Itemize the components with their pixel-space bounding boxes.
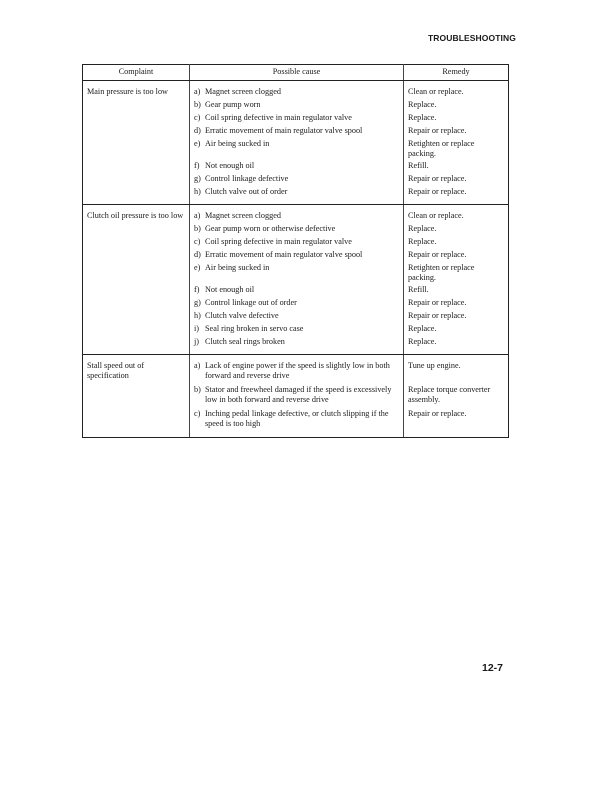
cause-cell [190, 81, 404, 101]
cause-letter: a) [194, 361, 201, 370]
remedy-text: Replace. [408, 337, 437, 346]
cause-text: Coil spring defective in main regulator valve [205, 113, 352, 122]
cause-letter: b) [194, 224, 201, 233]
column-header-complaint: Complaint [83, 65, 190, 81]
complaint-cell [83, 205, 190, 225]
remedy-text: Repair or replace. [408, 187, 467, 196]
cause-line [194, 250, 399, 263]
cause-line [194, 126, 399, 139]
table-row [83, 174, 509, 187]
cause-line [194, 361, 399, 385]
complaint-cell [83, 113, 190, 126]
table-body [83, 81, 509, 438]
complaint-cell [83, 263, 190, 285]
cause-text: Erratic movement of main regulator valve spool [205, 126, 363, 135]
remedy-cell [404, 250, 509, 263]
table-row [83, 298, 509, 311]
cause-letter: g) [194, 174, 201, 183]
cause-text: Air being sucked in [205, 139, 270, 148]
table-header-row [83, 65, 509, 81]
table-row [83, 113, 509, 126]
cause-line [194, 324, 399, 337]
cause-letter: b) [194, 100, 201, 109]
column-header-remedy: Remedy [404, 65, 509, 81]
cause-text: Stator and freewheel damaged if the speed is excessively low in both forward and reverse drive [205, 385, 392, 405]
remedy-cell [404, 224, 509, 237]
table-row [83, 139, 509, 161]
cause-line [194, 311, 399, 324]
table-row [83, 205, 509, 225]
table-row [83, 285, 509, 298]
table-row [83, 161, 509, 174]
cause-text: Clutch seal rings broken [205, 337, 285, 346]
complaint-cell [83, 81, 190, 101]
table-row [83, 337, 509, 355]
cause-line [194, 298, 399, 311]
cause-text: Coil spring defective in main regulator valve [205, 237, 352, 246]
cause-text: Magnet screen clogged [205, 87, 281, 96]
cause-line [194, 113, 399, 126]
cause-cell [190, 100, 404, 113]
cause-cell [190, 187, 404, 205]
table-row [83, 126, 509, 139]
cause-cell [190, 263, 404, 285]
cause-text: Clutch valve out of order [205, 187, 288, 196]
table-row [83, 355, 509, 386]
remedy-cell [404, 205, 509, 225]
complaint-cell [83, 324, 190, 337]
remedy-text: Repair or replace. [408, 250, 467, 259]
complaint-cell [83, 250, 190, 263]
complaint-text: Stall speed out of specification [87, 361, 145, 381]
cause-line [194, 385, 399, 409]
table-row [83, 324, 509, 337]
remedy-cell [404, 355, 509, 386]
table-row [83, 81, 509, 101]
remedy-cell [404, 126, 509, 139]
cause-text: Erratic movement of main regulator valve spool [205, 250, 363, 259]
complaint-cell [83, 187, 190, 205]
complaint-cell [83, 161, 190, 174]
cause-line [194, 263, 399, 285]
remedy-text: Repair or replace. [408, 311, 467, 320]
cause-line [194, 87, 399, 100]
cause-letter: c) [194, 409, 201, 418]
cause-text: Seal ring broken in servo case [205, 324, 304, 333]
remedy-cell [404, 139, 509, 161]
cause-cell [190, 298, 404, 311]
cause-letter: d) [194, 250, 201, 259]
remedy-text: Replace. [408, 100, 437, 109]
cause-line [194, 187, 399, 200]
cause-letter: f) [194, 161, 200, 170]
remedy-text: Repair or replace. [408, 298, 467, 307]
complaint-cell [83, 139, 190, 161]
cause-text: Gear pump worn or otherwise defective [205, 224, 336, 233]
remedy-text: Replace. [408, 237, 437, 246]
cause-letter: f) [194, 285, 200, 294]
cause-cell [190, 355, 404, 386]
remedy-text: Retighten or replace packing. [408, 263, 475, 283]
cause-letter: a) [194, 87, 201, 96]
cause-letter: i) [194, 324, 200, 333]
remedy-text: Clean or replace. [408, 87, 464, 96]
remedy-text: Refill. [408, 161, 429, 170]
cause-line [194, 409, 399, 433]
cause-cell [190, 324, 404, 337]
cause-cell [190, 139, 404, 161]
table-row [83, 187, 509, 205]
cause-letter: b) [194, 385, 201, 394]
complaint-cell [83, 355, 190, 386]
remedy-text: Replace. [408, 113, 437, 122]
column-header-possible-cause: Possible cause [190, 65, 404, 81]
remedy-cell [404, 311, 509, 324]
complaint-cell [83, 337, 190, 355]
cause-cell [190, 161, 404, 174]
troubleshooting-table [82, 64, 509, 438]
cause-text: Lack of engine power if the speed is slightly low in both forward and reverse drive [205, 361, 390, 381]
cause-line [194, 224, 399, 237]
cause-cell [190, 385, 404, 409]
complaint-text: Main pressure is too low [87, 87, 168, 96]
table-row [83, 250, 509, 263]
complaint-cell [83, 298, 190, 311]
running-head: TROUBLESHOOTING [428, 33, 516, 43]
cause-cell [190, 205, 404, 225]
cause-letter: j) [194, 337, 200, 346]
cause-text: Control linkage out of order [205, 298, 297, 307]
remedy-text: Replace. [408, 224, 437, 233]
remedy-text: Replace. [408, 324, 437, 333]
cause-letter: c) [194, 113, 201, 122]
cause-text: Not enough oil [205, 161, 255, 170]
remedy-cell [404, 174, 509, 187]
cause-text: Gear pump worn [205, 100, 261, 109]
cause-text: Not enough oil [205, 285, 255, 294]
complaint-cell [83, 311, 190, 324]
cause-cell [190, 224, 404, 237]
cause-line [194, 139, 399, 161]
table-row [83, 224, 509, 237]
remedy-cell [404, 161, 509, 174]
cause-cell [190, 237, 404, 250]
remedy-cell [404, 100, 509, 113]
complaint-text: Clutch oil pressure is too low [87, 211, 184, 220]
cause-letter: e) [194, 139, 201, 148]
cause-line [194, 237, 399, 250]
cause-letter: a) [194, 211, 201, 220]
cause-text: Control linkage defective [205, 174, 289, 183]
remedy-text: Retighten or replace packing. [408, 139, 475, 159]
remedy-cell [404, 113, 509, 126]
cause-letter: h) [194, 187, 201, 196]
complaint-cell [83, 100, 190, 113]
table-row [83, 311, 509, 324]
complaint-cell [83, 237, 190, 250]
complaint-cell [83, 385, 190, 409]
remedy-text: Replace torque converter assembly. [408, 385, 491, 405]
cause-text: Magnet screen clogged [205, 211, 281, 220]
cause-letter: h) [194, 311, 201, 320]
remedy-cell [404, 385, 509, 409]
cause-text: Inching pedal linkage defective, or clutch slipping if the speed is too high [205, 409, 389, 429]
remedy-cell [404, 324, 509, 337]
cause-line [194, 174, 399, 187]
cause-cell [190, 409, 404, 438]
remedy-text: Repair or replace. [408, 409, 467, 418]
cause-text: Clutch valve defective [205, 311, 279, 320]
cause-cell [190, 285, 404, 298]
remedy-text: Refill. [408, 285, 429, 294]
cause-cell [190, 126, 404, 139]
remedy-text: Clean or replace. [408, 211, 464, 220]
cause-cell [190, 250, 404, 263]
complaint-cell [83, 174, 190, 187]
remedy-cell [404, 337, 509, 355]
page-number: 12-7 [482, 662, 504, 674]
cause-cell [190, 311, 404, 324]
remedy-text: Tune up engine. [408, 361, 461, 370]
table-row [83, 385, 509, 409]
cause-line [194, 161, 399, 174]
complaint-cell [83, 285, 190, 298]
cause-letter: e) [194, 263, 201, 272]
remedy-cell [404, 409, 509, 438]
remedy-cell [404, 285, 509, 298]
remedy-cell [404, 187, 509, 205]
complaint-cell [83, 224, 190, 237]
cause-text: Air being sucked in [205, 263, 270, 272]
cause-letter: d) [194, 126, 201, 135]
remedy-cell [404, 263, 509, 285]
cause-letter: c) [194, 237, 201, 246]
table-row [83, 100, 509, 113]
table-row [83, 237, 509, 250]
cause-cell [190, 113, 404, 126]
remedy-text: Repair or replace. [408, 126, 467, 135]
remedy-cell [404, 237, 509, 250]
table-row [83, 263, 509, 285]
cause-cell [190, 337, 404, 355]
complaint-cell [83, 409, 190, 438]
complaint-cell [83, 126, 190, 139]
cause-line [194, 100, 399, 113]
cause-cell [190, 174, 404, 187]
cause-line [194, 337, 399, 350]
cause-line [194, 285, 399, 298]
table-row [83, 409, 509, 438]
cause-letter: g) [194, 298, 201, 307]
remedy-cell [404, 81, 509, 101]
remedy-cell [404, 298, 509, 311]
remedy-text: Repair or replace. [408, 174, 467, 183]
cause-line [194, 211, 399, 224]
